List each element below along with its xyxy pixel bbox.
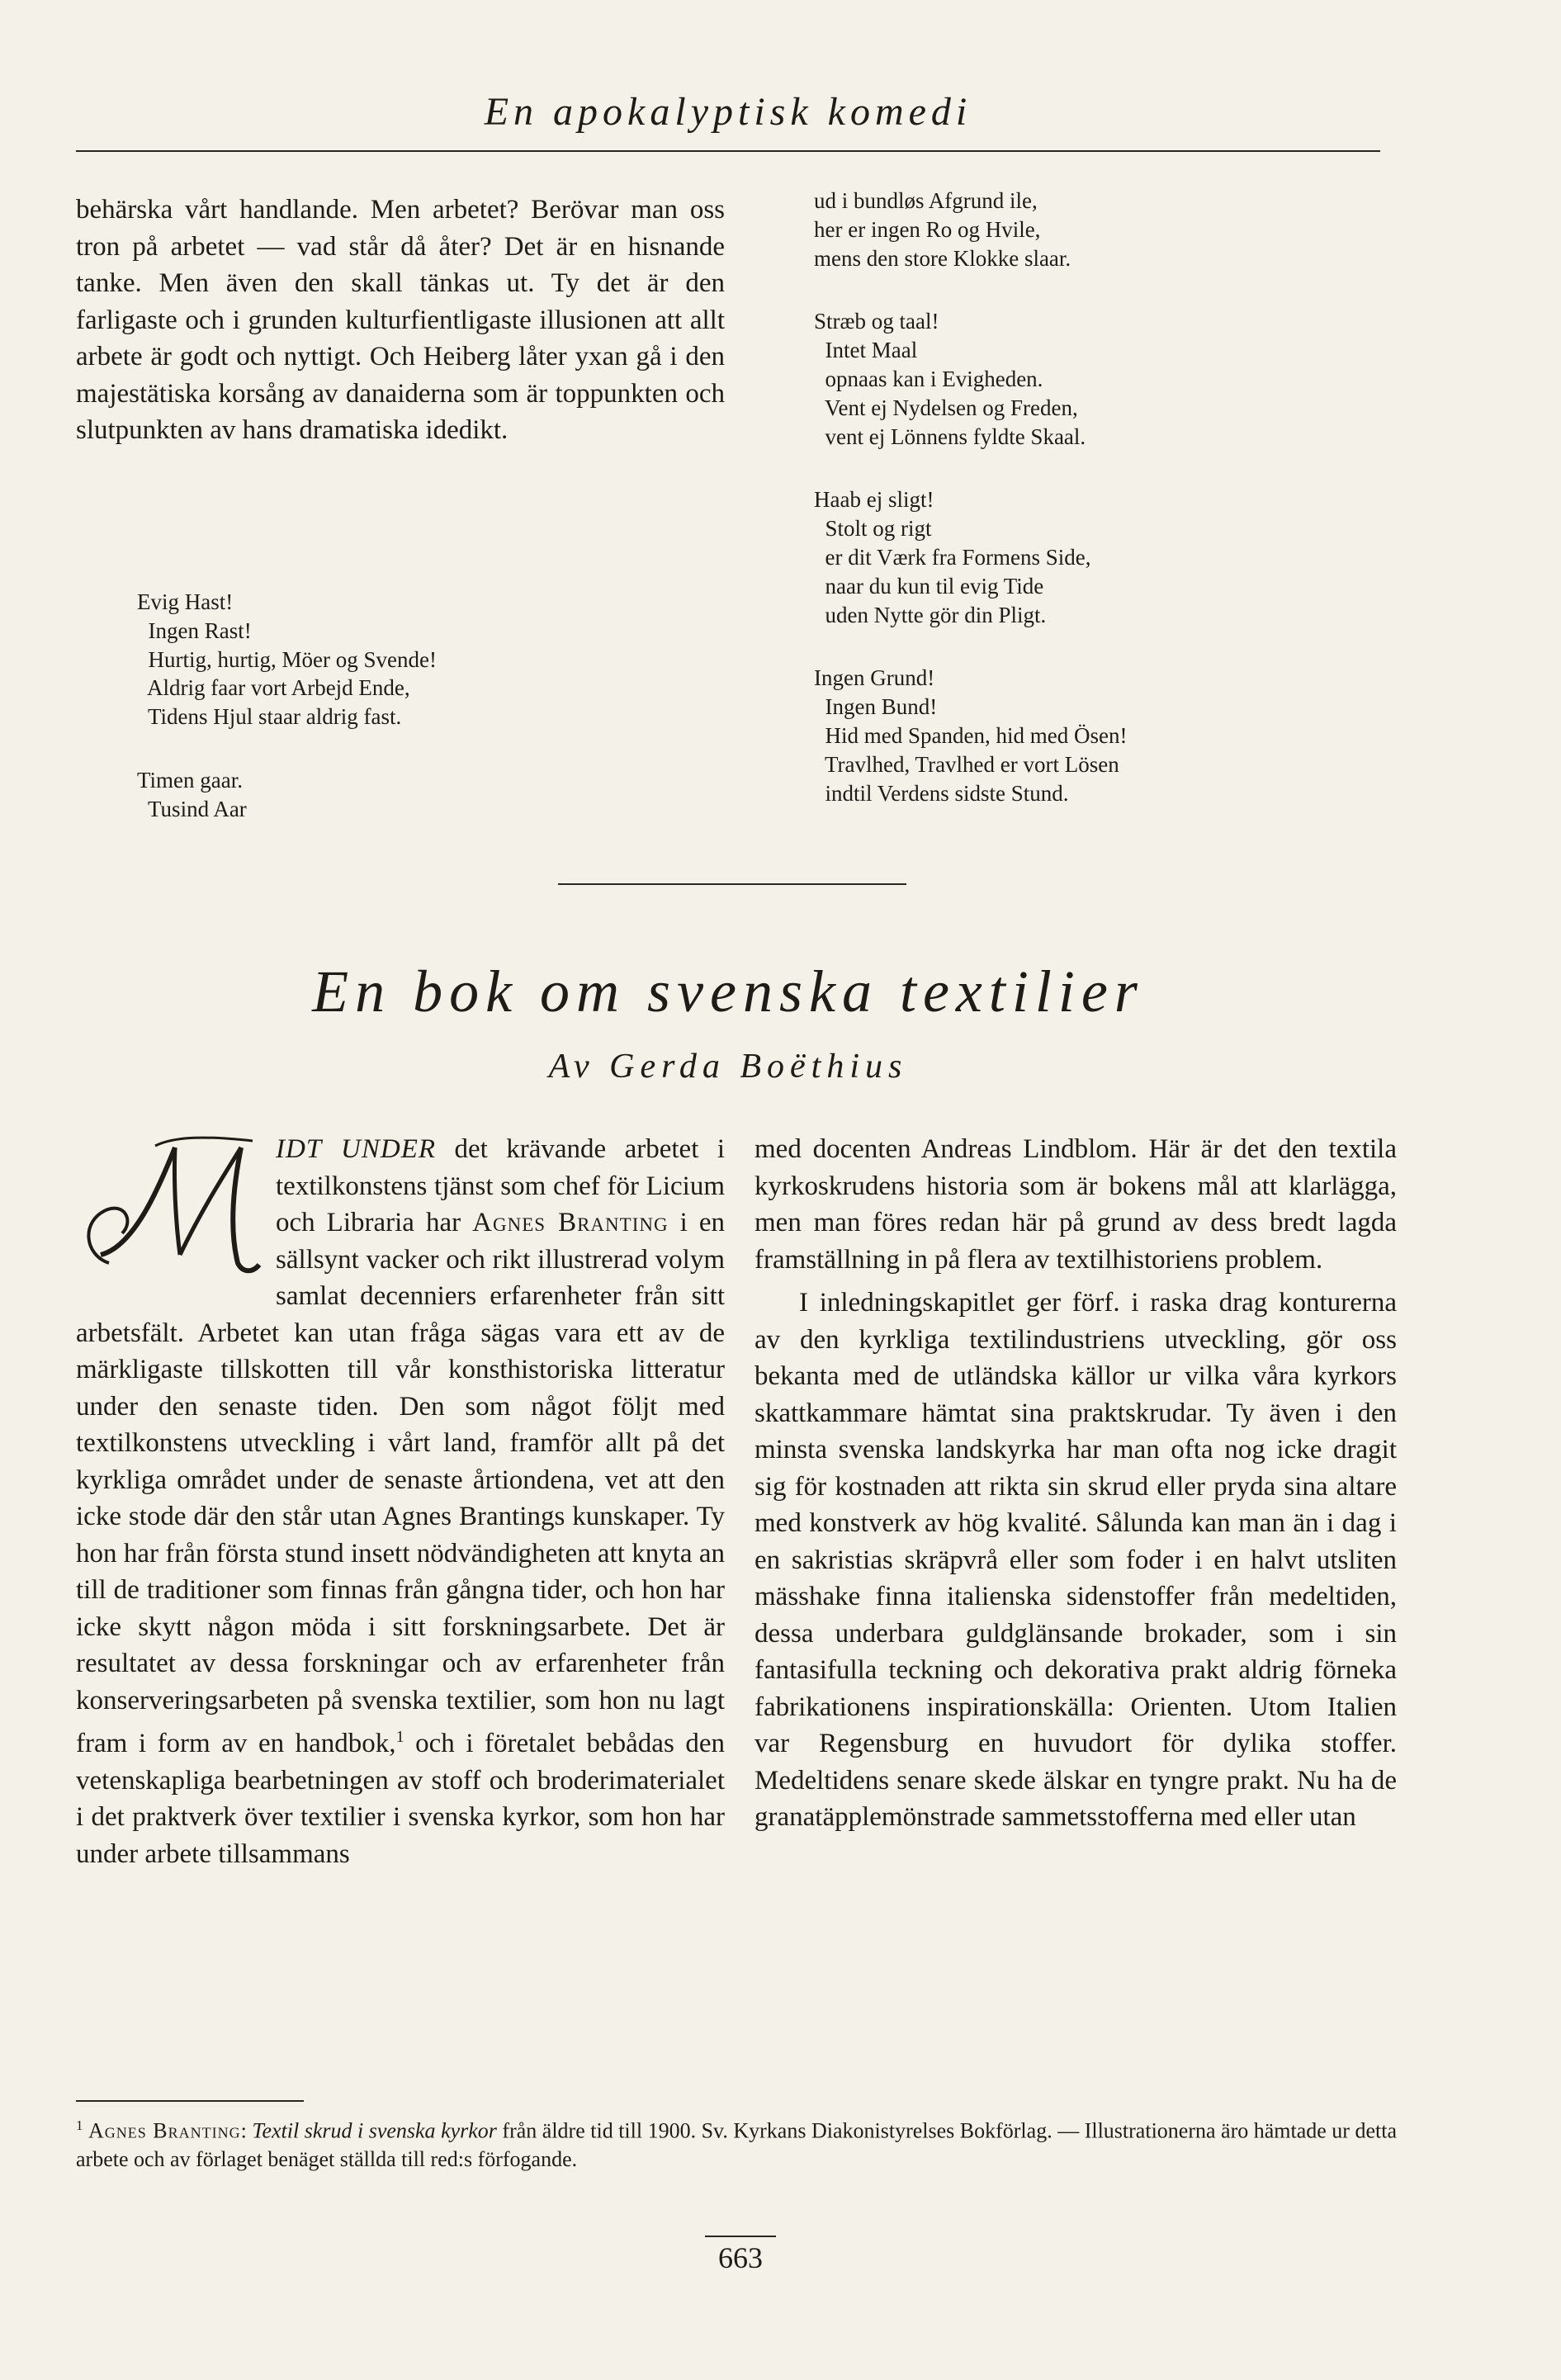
poem-line: Timen gaar. <box>137 767 243 793</box>
poem-line: er dit Værk fra Formens Side, <box>814 544 1091 570</box>
poem-line: naar du kun til evig Tide <box>814 573 1044 599</box>
running-head: En apokalyptisk komedi <box>484 90 972 134</box>
paragraph-text: det krävande arbetet i textilkonstens tjänst som chef för Licium och Libraria har <box>276 1134 725 1237</box>
poem-line: Ingen Rast! <box>137 617 252 643</box>
poem-stanza <box>137 588 698 731</box>
article-title: En bok om svenska textilier <box>312 958 1144 1024</box>
poem-line: opnaas kan i Evigheden. <box>814 366 1043 391</box>
header-rule <box>76 150 1380 152</box>
section-divider <box>558 883 906 885</box>
article-paragraph: I inledningskapitlet ger förf. i raska drag konturerna av den kyrkliga textilindustriens utveckling, gör oss bekanta med de utländska källor ur vilka våra kyrkors skattkammare hämtat sina praktskrudar. Ty även i den minsta svenska landskyrka har man ofta nog icke dragit sig för kostnaden att rikta sin skrud eller pryda sina altare med konstverk av hög kvalité. Sålunda kan man än i dag i en sakristias skräpvrå eller som foder i en halvt utsliten mässhake finna italienska sidenstoffer från medeltiden, dessa underbara guldglänsande brokader, som i sin fantasifulla teckning och dekorativa prakt aldrig förneka fabrikationens inspirationskälla: Orienten. Utom Italien var Regensburg en huvudort för dylika stoffer. Medeltidens senare skede älskar en tyngre prakt. Nu ha de granatäpplemönstrade sammetsstofferna med eller utan <box>754 1288 1397 1832</box>
poem-left-column <box>137 588 698 859</box>
paragraph-text: i en sällsynt vacker och rikt illustrerad volym samlat decenniers erfarenheter från sitt arbetsfält. Arbetet kan utan fråga sägas vara ett av de märkligaste tillskotten till vår konsthistoriska litteratur under den senaste tiden. Den som något följt med textilkonstens utveckling i vårt land, framför allt på det kyrkliga området under de senaste årtiondena, vet att den icke stode där den står utan Agnes Brantings kunskaper. Ty hon har från första stund insett nödvändigheten att knyta an till de traditioner som finnas från gångna tider, och hon har icke skytt någon möda i sitt forskningsarbete. Det är resultatet av dessa forskningar och av erfarenheter från konserveringsarbeten på svenska textilier, som hon nu lagt fram i form av en handbok, <box>76 1208 725 1758</box>
footnote <box>76 2112 1397 2174</box>
poem-line: vent ej Lönnens fyldte Skaal. <box>814 423 1086 449</box>
article-body-left-column <box>76 1131 725 1872</box>
article-paragraph <box>76 1131 725 1872</box>
footnote-book-title: Textil skrud i svenska kyrkor <box>252 2118 497 2143</box>
poem-line: Intet Maal <box>814 338 918 363</box>
poem-line: Vent ej Nydelsen og Freden, <box>814 395 1078 420</box>
poem-line: ud i bundløs Afgrund ile, <box>814 188 1038 213</box>
poem-stanza <box>137 766 698 824</box>
footnote-author: Agnes Branting <box>88 2118 241 2143</box>
poem-line: mens den store Klokke slaar. <box>814 245 1071 271</box>
poem-stanza <box>814 187 1392 272</box>
poem-line: her er ingen Ro og Hvile, <box>814 216 1041 242</box>
poem-stanza <box>814 307 1392 451</box>
paragraph-text: och i företalet bebådas den vetenskapliga bearbetningen av stoff och broderimaterialet i det praktverk över textilier i svenska kyrkor, som hon har under arbete tillsammans <box>76 1729 725 1869</box>
dropcap-ornament <box>76 1131 271 1288</box>
poem-line: Tidens Hjul staar aldrig fast. <box>137 704 402 730</box>
article-byline: Av Gerda Boëthius <box>548 1048 908 1086</box>
page-number: 663 <box>718 2241 763 2274</box>
poem-right-column <box>814 187 1392 842</box>
footnote-rule <box>76 2100 304 2102</box>
footnote-marker: 1 <box>76 2117 83 2133</box>
dropcap-ornament-icon <box>76 1131 271 1288</box>
poem-stanza <box>814 485 1392 629</box>
poem-line: Ingen Bund! <box>814 694 938 720</box>
article-body-right-column <box>754 1131 1397 1836</box>
poem-line: Stræb og taal! <box>814 309 939 334</box>
poem-line: Hid med Spanden, hid med Ösen! <box>814 722 1128 748</box>
poem-line: Evig Hast! <box>137 589 234 614</box>
lead-words: IDT UNDER <box>276 1134 437 1164</box>
poem-line: indtil Verdens sidste Stund. <box>814 780 1069 806</box>
footnote-reference[interactable]: 1 <box>395 1728 404 1746</box>
intro-paragraph <box>76 192 725 449</box>
poem-line: Travlhed, Travlhed er vort Lösen <box>814 751 1119 777</box>
poem-line: uden Nytte gör din Pligt. <box>814 602 1047 627</box>
poem-line: Ingen Grund! <box>814 665 935 691</box>
page-number-rule <box>705 2236 776 2237</box>
article-paragraph: med docenten Andreas Lindblom. Här är det den textila kyrkoskrudens historia som är bokens mål att klarlägga, men man föres redan här på grund av dess bredt lagda framställning in på flera av textilhistoriens problem. <box>754 1134 1397 1275</box>
poem-line: Haab ej sligt! <box>814 487 934 513</box>
footnote-text: från äldre tid till 1900. Sv. Kyrkans Diakonistyrelses Bokförlag. — Illustrationerna äro hämtade ur detta arbete och av förlaget benäget ställda till red:s förfogande. <box>76 2118 1397 2171</box>
author-name: Agnes Branting <box>472 1208 669 1237</box>
footnote-separator: : <box>240 2118 253 2143</box>
poem-line: Stolt og rigt <box>814 516 932 542</box>
poem-line: Aldrig faar vort Arbejd Ende, <box>137 675 410 701</box>
poem-line: Hurtig, hurtig, Möer og Svende! <box>137 646 437 672</box>
poem-line: Tusind Aar <box>137 796 247 821</box>
poem-stanza <box>814 664 1392 807</box>
intro-text: behärska vårt handlande. Men arbetet? Berövar man oss tron på arbetet — vad står då åter? Det är en hisnande tanke. Men även den skall tänkas ut. Ty det är den farligaste och i grunden kulturfientligaste illusionen att allt arbete är godt och nyttigt. Och Heiberg låter yxan gå i den majestätiska korsång av danaiderna som är toppunkten och slutpunkten av hans dramatiska idedikt. <box>76 195 725 445</box>
